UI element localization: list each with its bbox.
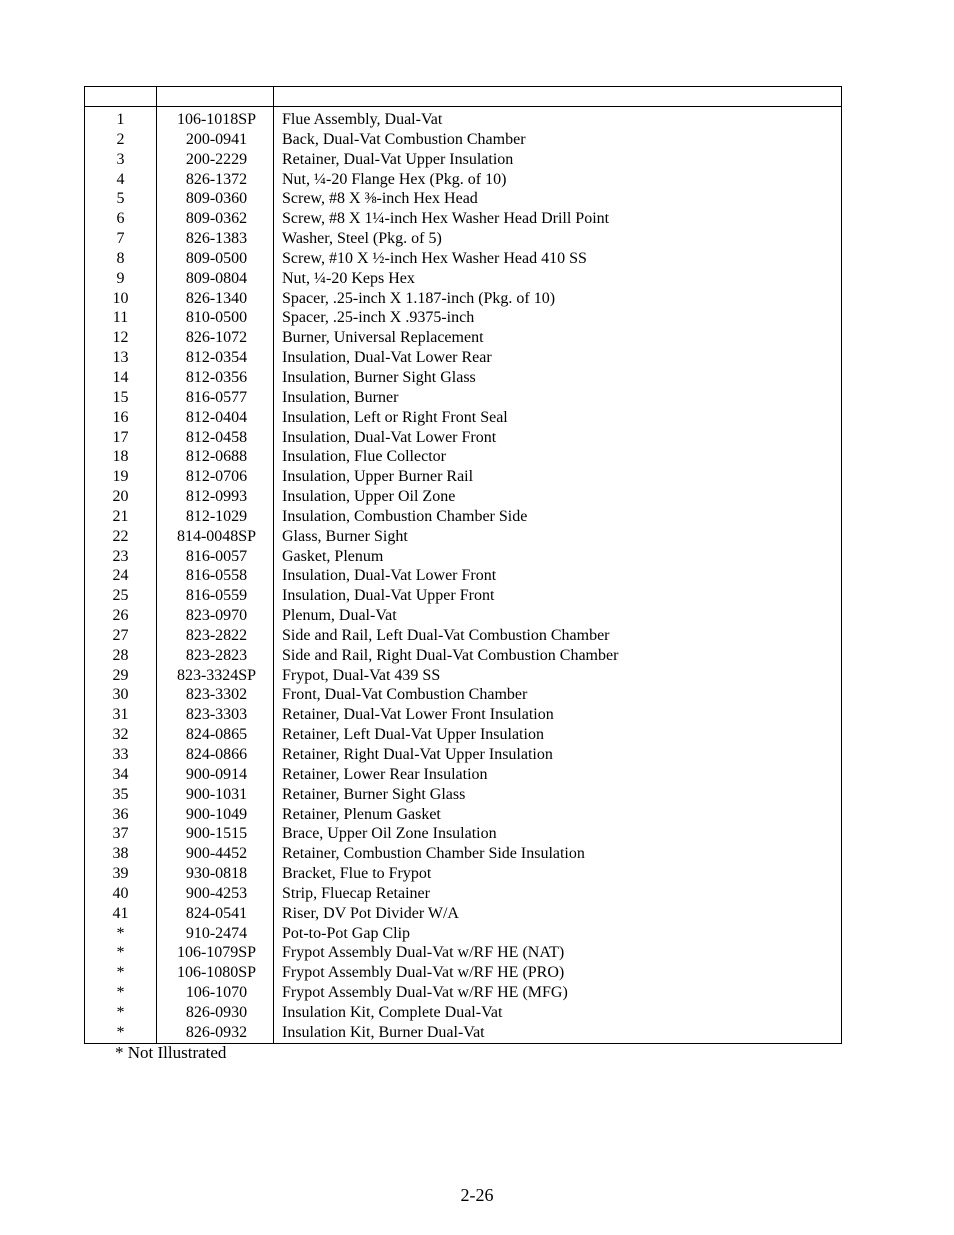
item-number: *: [85, 1003, 157, 1023]
header-description: [274, 87, 842, 107]
table-row: [85, 963, 842, 983]
item-number: 40: [85, 884, 157, 904]
part-description: Insulation, Dual-Vat Lower Rear: [274, 348, 842, 368]
table-row: [85, 249, 842, 269]
part-number: 106-1018SP: [157, 107, 274, 130]
item-number: 15: [85, 388, 157, 408]
item-number: 24: [85, 566, 157, 586]
part-description: Washer, Steel (Pkg. of 5): [274, 229, 842, 249]
part-description: Glass, Burner Sight: [274, 527, 842, 547]
item-number: 9: [85, 269, 157, 289]
part-number: 826-1372: [157, 170, 274, 190]
part-number: 809-0804: [157, 269, 274, 289]
table-row: [85, 408, 842, 428]
item-number: 11: [85, 308, 157, 328]
part-description: Retainer, Dual-Vat Upper Insulation: [274, 150, 842, 170]
part-number: 823-2822: [157, 626, 274, 646]
parts-table: [84, 86, 842, 1044]
item-number: 19: [85, 467, 157, 487]
part-number: 823-0970: [157, 606, 274, 626]
item-number: 13: [85, 348, 157, 368]
part-number: 826-1072: [157, 328, 274, 348]
part-number: 106-1079SP: [157, 943, 274, 963]
table-row: [85, 666, 842, 686]
item-number: 17: [85, 428, 157, 448]
item-number: 38: [85, 844, 157, 864]
part-number: 823-3324SP: [157, 666, 274, 686]
part-number: 823-3302: [157, 685, 274, 705]
table-row: [85, 1003, 842, 1023]
part-description: Insulation, Upper Oil Zone: [274, 487, 842, 507]
part-description: Insulation Kit, Burner Dual-Vat: [274, 1023, 842, 1043]
part-number: 812-0404: [157, 408, 274, 428]
table-row: [85, 1023, 842, 1043]
part-number: 810-0500: [157, 308, 274, 328]
table-header: [85, 87, 842, 107]
table-row: [85, 170, 842, 190]
item-number: *: [85, 924, 157, 944]
item-number: *: [85, 943, 157, 963]
table-row: [85, 447, 842, 467]
part-number: 106-1070: [157, 983, 274, 1003]
part-description: Retainer, Lower Rear Insulation: [274, 765, 842, 785]
part-description: Strip, Fluecap Retainer: [274, 884, 842, 904]
part-description: Frypot, Dual-Vat 439 SS: [274, 666, 842, 686]
item-number: 6: [85, 209, 157, 229]
part-description: Gasket, Plenum: [274, 547, 842, 567]
item-number: 29: [85, 666, 157, 686]
part-number: 826-1383: [157, 229, 274, 249]
item-number: 22: [85, 527, 157, 547]
table-row: [85, 348, 842, 368]
part-description: Insulation, Combustion Chamber Side: [274, 507, 842, 527]
part-number: 900-4452: [157, 844, 274, 864]
part-description: Screw, #8 X 1¼-inch Hex Washer Head Drill Point: [274, 209, 842, 229]
item-number: 5: [85, 189, 157, 209]
table-row: [85, 289, 842, 309]
part-number: 900-1049: [157, 805, 274, 825]
part-description: Brace, Upper Oil Zone Insulation: [274, 824, 842, 844]
table-row: [85, 388, 842, 408]
table-row: [85, 527, 842, 547]
part-description: Retainer, Burner Sight Glass: [274, 785, 842, 805]
table-row: [85, 547, 842, 567]
part-description: Insulation, Dual-Vat Lower Front: [274, 566, 842, 586]
table-body: [85, 107, 842, 1044]
table-row: [85, 705, 842, 725]
table-row: [85, 328, 842, 348]
part-number: 812-0458: [157, 428, 274, 448]
part-number: 809-0362: [157, 209, 274, 229]
part-description: Flue Assembly, Dual-Vat: [274, 107, 842, 130]
table-row: [85, 606, 842, 626]
item-number: 20: [85, 487, 157, 507]
part-number: 812-0354: [157, 348, 274, 368]
part-description: Front, Dual-Vat Combustion Chamber: [274, 685, 842, 705]
item-number: 33: [85, 745, 157, 765]
part-number: 809-0500: [157, 249, 274, 269]
part-number: 809-0360: [157, 189, 274, 209]
part-description: Spacer, .25-inch X .9375-inch: [274, 308, 842, 328]
part-description: Retainer, Right Dual-Vat Upper Insulation: [274, 745, 842, 765]
item-number: 21: [85, 507, 157, 527]
part-number: 930-0818: [157, 864, 274, 884]
item-number: 4: [85, 170, 157, 190]
part-number: 826-0930: [157, 1003, 274, 1023]
part-description: Insulation, Dual-Vat Upper Front: [274, 586, 842, 606]
item-number: 8: [85, 249, 157, 269]
part-description: Retainer, Plenum Gasket: [274, 805, 842, 825]
part-description: Back, Dual-Vat Combustion Chamber: [274, 130, 842, 150]
footnote: * Not Illustrated: [115, 1043, 227, 1062]
part-description: Insulation Kit, Complete Dual-Vat: [274, 1003, 842, 1023]
table-row: [85, 844, 842, 864]
part-description: Burner, Universal Replacement: [274, 328, 842, 348]
part-number: 816-0558: [157, 566, 274, 586]
item-number: 7: [85, 229, 157, 249]
part-number: 812-0356: [157, 368, 274, 388]
part-number: 900-1031: [157, 785, 274, 805]
part-number: 900-1515: [157, 824, 274, 844]
part-number: 823-3303: [157, 705, 274, 725]
header-row: [85, 87, 842, 107]
part-number: 812-0706: [157, 467, 274, 487]
item-number: 34: [85, 765, 157, 785]
table-row: [85, 507, 842, 527]
item-number: 28: [85, 646, 157, 666]
table-row: [85, 308, 842, 328]
part-number: 910-2474: [157, 924, 274, 944]
part-number: 824-0866: [157, 745, 274, 765]
item-number: 1: [85, 107, 157, 130]
table-row: [85, 785, 842, 805]
part-description: Insulation, Flue Collector: [274, 447, 842, 467]
table-row: [85, 150, 842, 170]
part-number: 200-2229: [157, 150, 274, 170]
item-number: 25: [85, 586, 157, 606]
table-row: [85, 884, 842, 904]
part-description: Insulation, Burner Sight Glass: [274, 368, 842, 388]
part-number: 826-1340: [157, 289, 274, 309]
table-row: [85, 586, 842, 606]
table-row: [85, 107, 842, 130]
item-number: 16: [85, 408, 157, 428]
part-number: 200-0941: [157, 130, 274, 150]
part-number: 816-0057: [157, 547, 274, 567]
table-row: [85, 864, 842, 884]
part-number: 823-2823: [157, 646, 274, 666]
table-row: [85, 824, 842, 844]
part-description: Frypot Assembly Dual-Vat w/RF HE (NAT): [274, 943, 842, 963]
item-number: 14: [85, 368, 157, 388]
part-description: Insulation, Dual-Vat Lower Front: [274, 428, 842, 448]
item-number: 36: [85, 805, 157, 825]
part-description: Nut, ¼-20 Keps Hex: [274, 269, 842, 289]
table-row: [85, 428, 842, 448]
part-number: 812-0688: [157, 447, 274, 467]
part-number: 816-0559: [157, 586, 274, 606]
item-number: 3: [85, 150, 157, 170]
item-number: 35: [85, 785, 157, 805]
item-number: 12: [85, 328, 157, 348]
part-number: 826-0932: [157, 1023, 274, 1043]
table-row: [85, 745, 842, 765]
item-number: *: [85, 1023, 157, 1043]
part-description: Pot-to-Pot Gap Clip: [274, 924, 842, 944]
part-description: Insulation, Burner: [274, 388, 842, 408]
item-number: 41: [85, 904, 157, 924]
part-description: Spacer, .25-inch X 1.187-inch (Pkg. of 10): [274, 289, 842, 309]
table-row: [85, 487, 842, 507]
part-number: 824-0541: [157, 904, 274, 924]
part-description: Retainer, Dual-Vat Lower Front Insulation: [274, 705, 842, 725]
item-number: 26: [85, 606, 157, 626]
part-description: Plenum, Dual-Vat: [274, 606, 842, 626]
part-number: 816-0577: [157, 388, 274, 408]
table-row: [85, 924, 842, 944]
part-description: Riser, DV Pot Divider W/A: [274, 904, 842, 924]
part-description: Side and Rail, Left Dual-Vat Combustion Chamber: [274, 626, 842, 646]
table-row: [85, 269, 842, 289]
part-number: 824-0865: [157, 725, 274, 745]
part-description: Retainer, Left Dual-Vat Upper Insulation: [274, 725, 842, 745]
part-number: 812-1029: [157, 507, 274, 527]
table-row: [85, 646, 842, 666]
part-description: Frypot Assembly Dual-Vat w/RF HE (MFG): [274, 983, 842, 1003]
table-row: [85, 467, 842, 487]
item-number: 37: [85, 824, 157, 844]
page-number: 2-26: [460, 1185, 494, 1205]
item-number: 32: [85, 725, 157, 745]
part-number: 814-0048SP: [157, 527, 274, 547]
table-row: [85, 725, 842, 745]
table-row: [85, 983, 842, 1003]
header-item: [85, 87, 157, 107]
part-description: Side and Rail, Right Dual-Vat Combustion Chamber: [274, 646, 842, 666]
part-description: Screw, #8 X ⅜-inch Hex Head: [274, 189, 842, 209]
part-description: Frypot Assembly Dual-Vat w/RF HE (PRO): [274, 963, 842, 983]
item-number: 30: [85, 685, 157, 705]
item-number: *: [85, 983, 157, 1003]
table-row: [85, 685, 842, 705]
table-row: [85, 765, 842, 785]
table-row: [85, 189, 842, 209]
item-number: 31: [85, 705, 157, 725]
item-number: 10: [85, 289, 157, 309]
table-row: [85, 566, 842, 586]
table-row: [85, 368, 842, 388]
item-number: 2: [85, 130, 157, 150]
item-number: *: [85, 963, 157, 983]
table-row: [85, 130, 842, 150]
table-row: [85, 626, 842, 646]
table-row: [85, 209, 842, 229]
part-description: Nut, ¼-20 Flange Hex (Pkg. of 10): [274, 170, 842, 190]
part-description: Bracket, Flue to Frypot: [274, 864, 842, 884]
item-number: 18: [85, 447, 157, 467]
part-description: Insulation, Left or Right Front Seal: [274, 408, 842, 428]
part-number: 106-1080SP: [157, 963, 274, 983]
part-description: Insulation, Upper Burner Rail: [274, 467, 842, 487]
table-row: [85, 904, 842, 924]
item-number: 23: [85, 547, 157, 567]
table-row: [85, 229, 842, 249]
header-part-number: [157, 87, 274, 107]
table-row: [85, 943, 842, 963]
item-number: 27: [85, 626, 157, 646]
part-description: Retainer, Combustion Chamber Side Insulation: [274, 844, 842, 864]
part-description: Screw, #10 X ½-inch Hex Washer Head 410 SS: [274, 249, 842, 269]
part-number: 812-0993: [157, 487, 274, 507]
item-number: 39: [85, 864, 157, 884]
part-number: 900-4253: [157, 884, 274, 904]
table-row: [85, 805, 842, 825]
part-number: 900-0914: [157, 765, 274, 785]
